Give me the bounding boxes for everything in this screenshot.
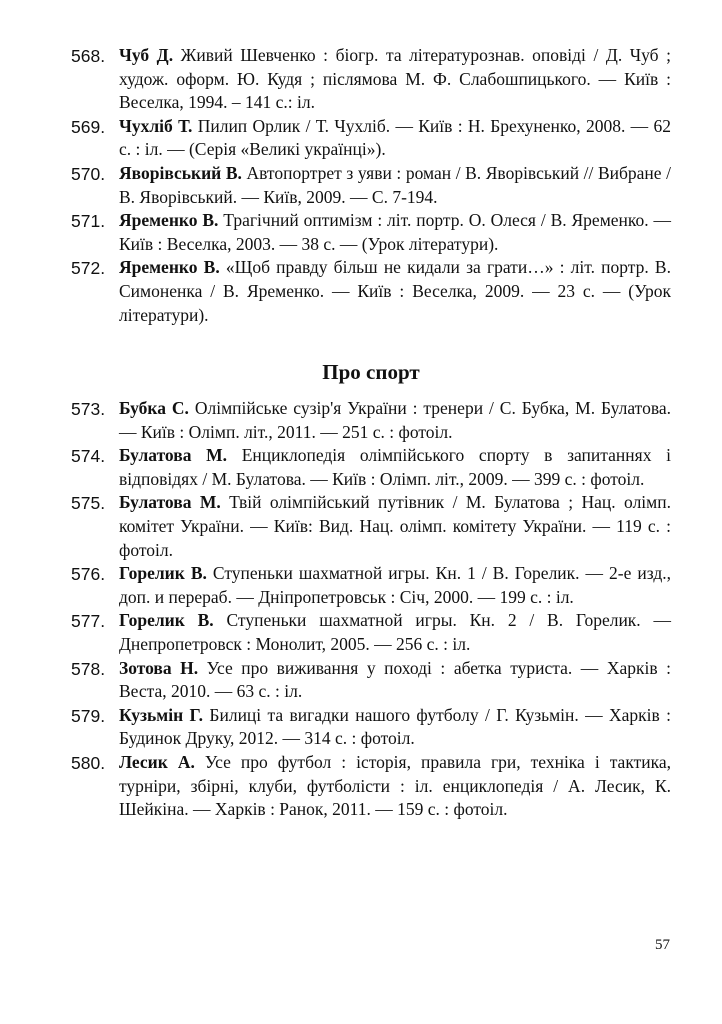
entry-author: Горелик В. [119,563,207,584]
entry-author: Зотова Н. [119,657,199,678]
entry-description: Живий Шевченко : біогр. та літературознав. оповіді / Д. Чуб ; худож. оформ. Ю. Кудя ; післямова М. Ф. Слабошпицького. — Київ : Веселка, 1994. – 141 с.: іл. [119,45,671,113]
entry-number: 578. [71,658,106,679]
bibliography-entry [71,704,671,751]
page-number: 57 [655,937,670,953]
entry-description: Усе про футбол : історія, правила гри, техніка і тактика, турніри, збірні, клуби, футболісти : іл. енциклопедія / А. Лесик, К. Шейкіна. — Харків : Ранок, 2011. — 159 с. : фотоіл. [119,751,671,820]
entry-description: Олімпійське сузір'я України : тренери / С. Бубка, М. Булатова. — Київ : Олімп. літ., 2011. — 251 с. : фотоіл. [119,398,671,442]
entry-author: Булатова М. [119,445,228,466]
entry-text [119,562,671,609]
entry-author: Лесик А. [119,751,195,772]
bibliography-entry [71,609,671,656]
entry-description: Автопортрет з уяви : роман / В. Яворівський // Вибране / В. Яворівський. — Київ, 2009. — С. 7-194. [119,162,671,207]
entry-author: Яворівський В. [119,162,242,183]
entry-description: Енциклопедія олімпійського спорту в запитаннях і відповідях / М. Булатова. — Київ : Олімп. літ., 2009. — 399 с. : фотоіл. [119,445,671,489]
entry-number: 569. [71,116,106,137]
entry-author: Кузьмін Г. [119,704,204,725]
entry-description: Усе про виживання у поході : абетка туриста. — Харків : Веста, 2010. — 63 с. : іл. [119,657,671,702]
entry-text [119,657,671,704]
bibliography-entry [71,256,671,327]
entry-author: Булатова М. [119,492,221,513]
bibliography-entry [71,209,671,256]
entry-description: Ступеньки шахматной игры. Кн. 1 / В. Горелик. — 2-е изд., доп. и перераб. — Дніпропетровськ : Січ, 2000. — 199 с. : іл. [119,563,672,607]
entry-description: Билиці та вигадки нашого футболу / Г. Кузьмін. — Харків : Будинок Друку, 2012. — 314 с. : фотоіл. [119,704,671,749]
entry-text [119,256,671,327]
bibliography-list-literature [71,44,671,327]
entry-text [119,162,671,209]
entry-description: Трагічний оптимізм : літ. портр. О. Олеся / В. Яременко. — Київ : Веселка, 2003. — 38 с. — (Урок літератури). [119,210,672,254]
entry-description: Пилип Орлик / Т. Чухліб. — Київ : Н. Брехуненко, 2008. — 62 с. : іл. — (Серія «Великі українці»). [119,115,671,160]
bibliography-entry [71,491,671,562]
entry-text [119,751,671,822]
bibliography-entry [71,397,671,444]
entry-text [119,609,671,656]
entry-text [119,444,671,491]
bibliography-entry [71,562,671,609]
entry-number: 579. [71,705,106,726]
entry-text [119,704,671,751]
section-title: Про спорт [322,360,420,384]
entry-text [119,209,671,256]
entry-number: 573. [71,399,106,419]
entry-text [119,397,671,444]
entry-number: 577. [71,611,106,632]
entry-number: 575. [71,493,106,514]
entry-author: Яременко В. [119,257,220,278]
entry-number: 580. [71,752,106,773]
entry-number: 574. [71,446,106,467]
entry-author: Яременко В. [119,210,219,231]
bibliography-list-sport [71,397,671,822]
bibliography-entry [71,657,671,704]
bibliography-entry [71,162,671,209]
entry-text [119,44,671,115]
entry-author: Бубка С. [119,398,189,418]
entry-number: 576. [71,564,106,585]
entry-number: 572. [71,258,106,279]
entry-description: Ступеньки шахматной игры. Кн. 2 / В. Горелик. — Днепропетровск : Монолит, 2005. — 256 с. : іл. [119,610,671,654]
entry-description: Твій олімпійський путівник / М. Булатова ; Нац. олімп. комітет України. — Київ: Вид. Нац. олімп. комітету України. — 119 с. : фотоіл. [119,492,671,560]
bibliography-entry [71,444,671,491]
entry-text [119,491,671,562]
entry-number: 571. [71,211,106,232]
bibliography-entry [71,115,671,162]
entry-author: Чухліб Т. [119,115,193,136]
entry-text [119,115,671,162]
entry-description: «Щоб правду більш не кидали за грати…» : літ. портр. В. Симоненка / В. Яременко. — Київ : Веселка, 2009. — 23 с. — (Урок літератури). [119,257,671,325]
entry-number: 570. [71,163,106,184]
entry-author: Чуб Д. [119,45,174,65]
bibliography-entry [71,751,671,822]
bibliography-entry [71,44,671,115]
entry-author: Горелик В. [119,610,214,631]
entry-number: 568. [71,46,106,66]
